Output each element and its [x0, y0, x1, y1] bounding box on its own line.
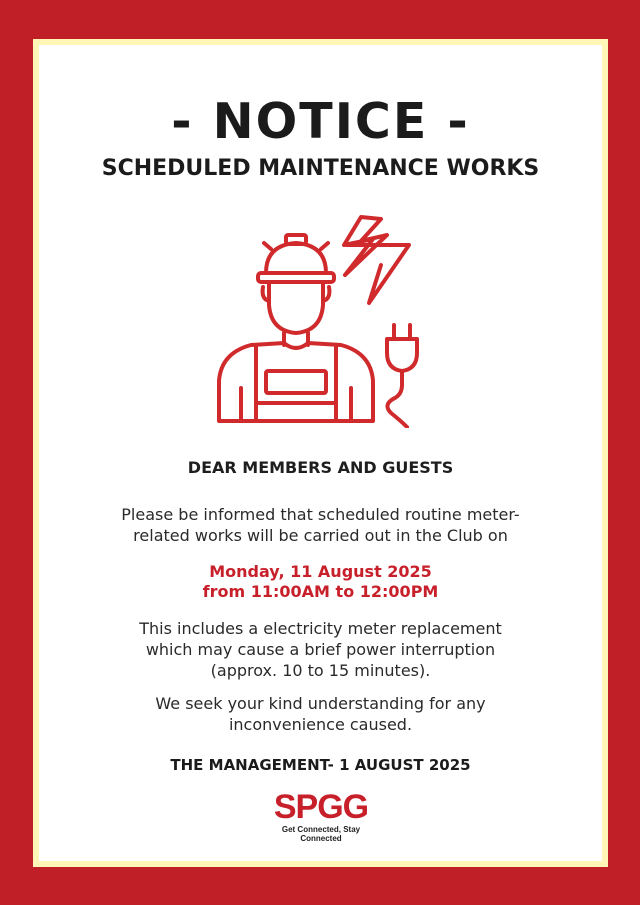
notice-paper — [39, 45, 602, 861]
details-line-1: This includes a electricity meter replacement — [139, 619, 502, 638]
signature: THE MANAGEMENT- 1 AUGUST 2025 — [170, 756, 471, 774]
apology-line-2: inconvenience caused. — [228, 715, 413, 734]
lightning-icon — [344, 217, 409, 303]
intro-line-2: related works will be carried out in the Club on — [133, 526, 508, 545]
plug-icon — [387, 325, 417, 427]
logo-tagline: Get Connected, Stay Connected — [281, 825, 361, 843]
hard-hat-icon — [258, 235, 334, 282]
logo-wordmark: SPGG — [273, 788, 369, 826]
apology-paragraph — [69, 693, 572, 735]
intro-line-1: Please be informed that scheduled routine meter- — [121, 505, 520, 524]
maintenance-date: Monday, 11 August 2025 — [209, 562, 432, 581]
schedule-block — [39, 562, 602, 602]
intro-paragraph — [69, 504, 572, 546]
notice-title: - NOTICE - — [171, 93, 470, 150]
details-line-3: (approx. 10 to 15 minutes). — [210, 661, 431, 680]
details-paragraph — [69, 618, 572, 681]
maintenance-time: from 11:00AM to 12:00PM — [202, 582, 439, 601]
spgg-logo — [261, 788, 381, 843]
face-outline — [269, 283, 323, 333]
details-line-2: which may cause a brief power interruption — [145, 640, 496, 659]
notice-subtitle: SCHEDULED MAINTENANCE WORKS — [101, 156, 540, 181]
greeting: DEAR MEMBERS AND GUESTS — [187, 458, 454, 477]
electrician-icon — [211, 213, 431, 428]
apology-line-1: We seek your kind understanding for any — [155, 694, 486, 713]
